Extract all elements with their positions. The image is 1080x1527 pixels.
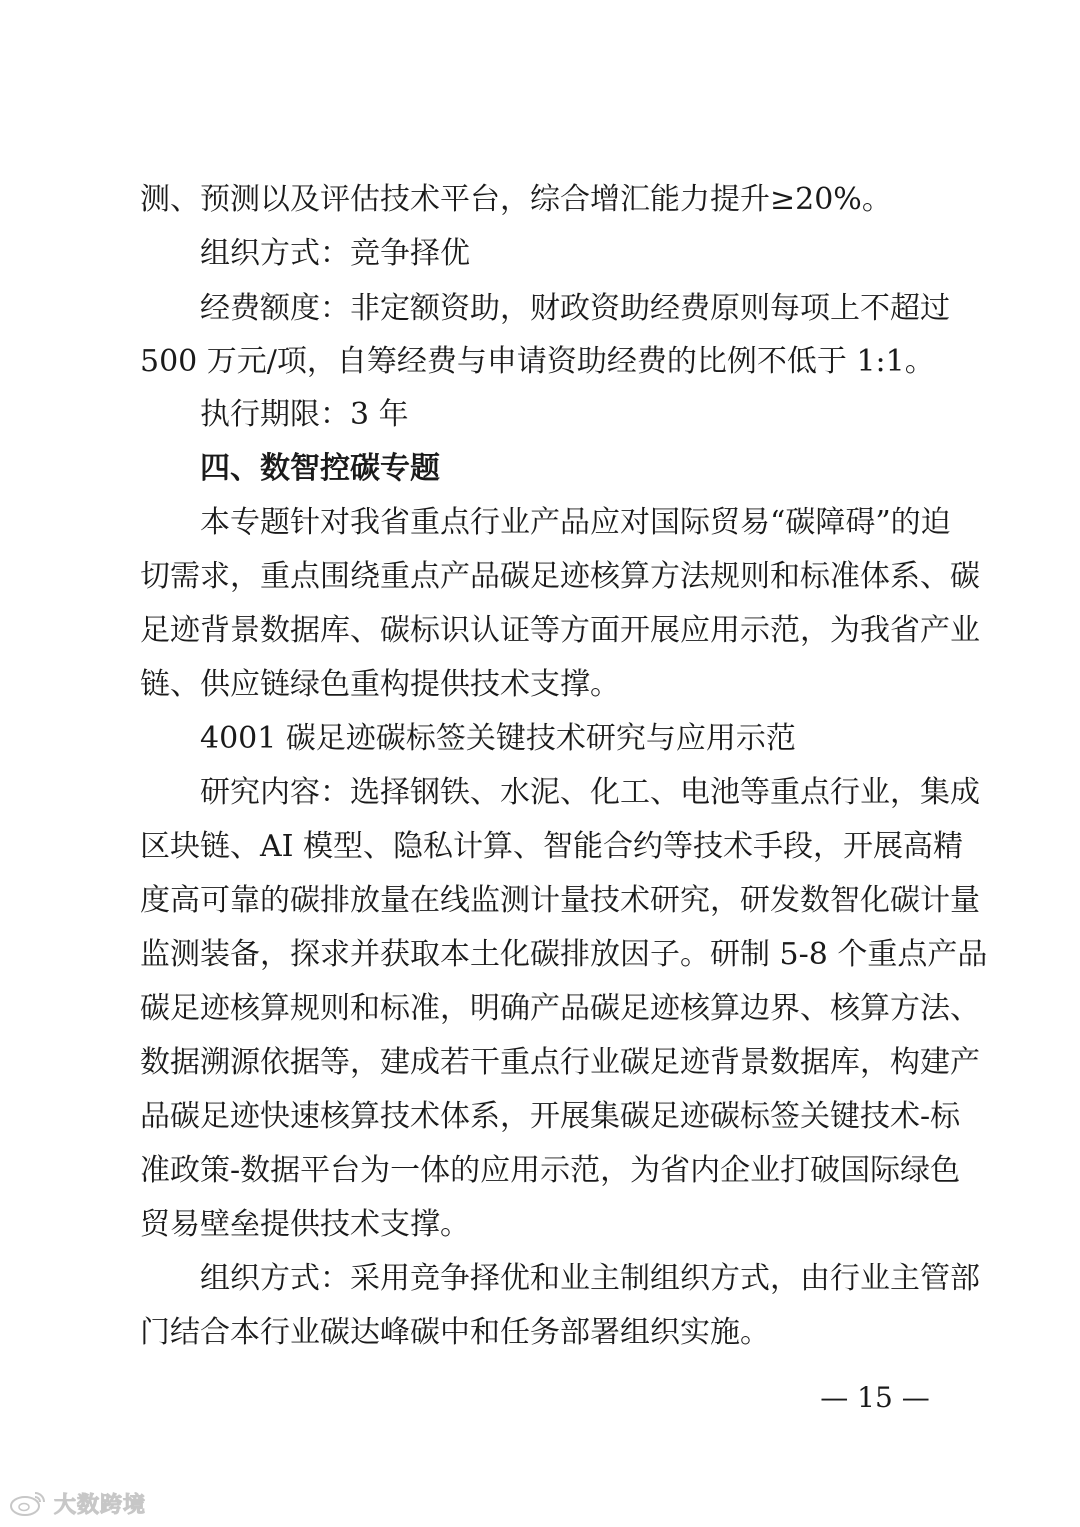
paragraph-line: 区块链、AI 模型、隐私计算、智能合约等技术手段，开展高精: [140, 829, 964, 864]
paragraph-line: 度高可靠的碳排放量在线监测计量技术研究，研发数智化碳计量: [140, 883, 980, 918]
project-title: 4001 碳足迹碳标签关键技术研究与应用示范: [200, 721, 796, 756]
watermark-text: 大数跨境: [54, 1492, 147, 1518]
paragraph-line: 切需求，重点围绕重点产品碳足迹核算方法规则和标准体系、碳: [140, 559, 980, 594]
paragraph-line: 品碳足迹快速核算技术体系，开展集碳足迹碳标签关键技术-标: [140, 1099, 961, 1134]
paragraph-line: 测、预测以及评估技术平台，综合增汇能力提升≥20%。: [140, 182, 892, 217]
paragraph-line: 准政策-数据平台为一体的应用示范，为省内企业打破国际绿色: [140, 1153, 961, 1188]
paragraph-line: 贸易壁垒提供技术支撑。: [140, 1207, 470, 1242]
paragraph-line: 本专题针对我省重点行业产品应对国际贸易“碳障碍”的迫: [200, 505, 951, 540]
page-number: — 15 —: [820, 1381, 930, 1414]
paragraph-line: 组织方式：竞争择优: [200, 236, 470, 271]
paragraph-line: 门结合本行业碳达峰碳中和任务部署组织实施。: [140, 1315, 770, 1350]
paragraph-line: 足迹背景数据库、碳标识认证等方面开展应用示范，为我省产业: [140, 613, 980, 648]
paragraph-line: 500 万元/项，自筹经费与申请资助经费的比例不低于 1:1。: [140, 344, 935, 379]
paragraph-line: 数据溯源依据等，建成若干重点行业碳足迹背景数据库，构建产: [140, 1045, 980, 1080]
paragraph-line: 经费额度：非定额资助，财政资助经费原则每项上不超过: [200, 291, 950, 326]
paragraph-line: 碳足迹核算规则和标准，明确产品碳足迹核算边界、核算方法、: [140, 991, 980, 1026]
paragraph-line: 监测装备，探求并获取本土化碳排放因子。研制 5-8 个重点产品: [140, 937, 988, 972]
paragraph-line: 执行期限：3 年: [200, 397, 409, 432]
paragraph-line: 研究内容：选择钢铁、水泥、化工、电池等重点行业，集成: [200, 775, 980, 810]
watermark: [8, 1486, 146, 1520]
paragraph-line: 链、供应链绿色重构提供技术支撑。: [140, 667, 620, 702]
paragraph-line: 组织方式：采用竞争择优和业主制组织方式，由行业主管部: [200, 1261, 980, 1296]
section-heading: 四、数智控碳专题: [200, 451, 440, 486]
weibo-logo-icon: [8, 1488, 48, 1518]
